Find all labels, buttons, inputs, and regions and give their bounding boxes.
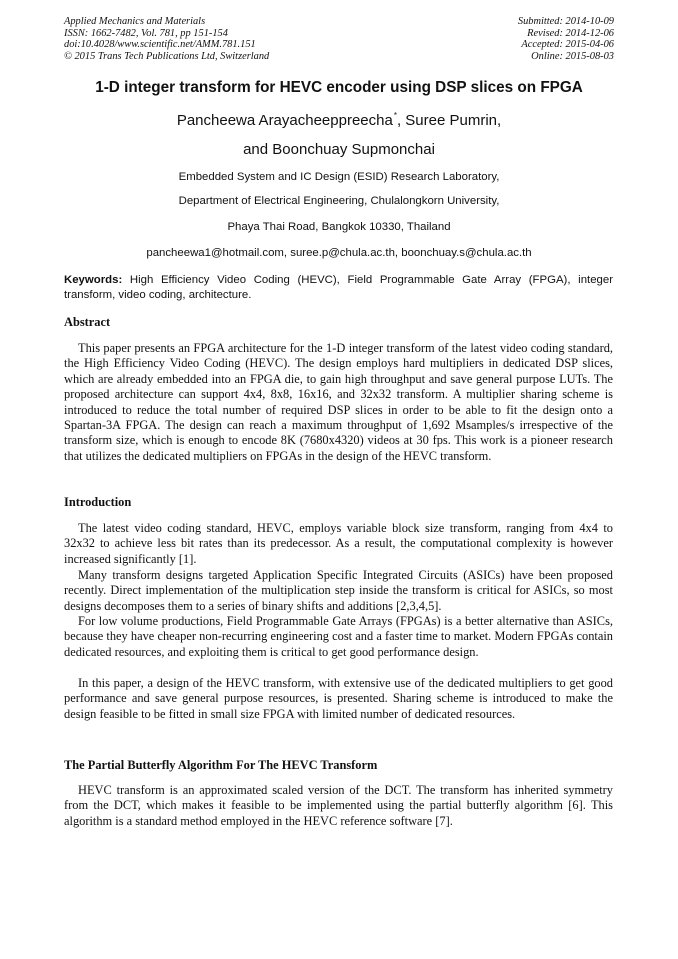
partial-butterfly-heading: The Partial Butterfly Algorithm For The HEVC Transform bbox=[64, 758, 378, 772]
author-emails: pancheewa1@hotmail.com, suree.p@chula.ac.th, boonchuay.s@chula.ac.th bbox=[146, 247, 532, 259]
journal-issn: ISSN: 1662-7482, Vol. 781, pp 151-154 bbox=[64, 27, 228, 39]
journal-doi: doi:10.4028/www.scientific.net/AMM.781.151 bbox=[64, 39, 256, 51]
affiliation-address: Phaya Thai Road, Bangkok 10330, Thailand bbox=[227, 221, 451, 233]
abstract-heading: Abstract bbox=[64, 315, 111, 329]
affiliation-department: Department of Electrical Engineering, Chulalongkorn University, bbox=[178, 195, 500, 207]
keywords bbox=[64, 273, 613, 302]
abstract-paragraph: This paper presents an FPGA architecture for the 1-D integer transform of the latest video coding standard, the High Efficiency Video Coding (HEVC). The design employs hard multipliers in dedicated DSP slices, which are already embedded into an FPGA die, to gain high throughput and save general purpose LUTs. The proposed architecture can support 4x4, 8x8, 16x16, and 32x32 transform. A multiplier sharing scheme is introduced to reduce the total number of required DSP slices in order to be able to fit the design onto a Spartan-3A FPGA. The design can reach a maximum throughput of 1,692 Msamples/s irrespective of the transform size, which is enough to encode 8K (7680x4320) videos at 30 fps. This work is a pioneer research that utilizes the dedicated multipliers on FPGAs in the design of the HEVC transform. bbox=[64, 341, 613, 463]
author-line-1 bbox=[0, 111, 678, 129]
journal-copyright: © 2015 Trans Tech Publications Ltd, Switzerland bbox=[64, 50, 270, 62]
paper-title: 1-D integer transform for HEVC encoder using DSP slices on FPGA bbox=[95, 79, 583, 96]
date-revised: Revised: 2014-12-06 bbox=[527, 27, 614, 39]
keywords-label: Keywords: bbox=[64, 274, 123, 286]
introduction-heading: Introduction bbox=[64, 495, 132, 509]
intro-paragraph-2: Many transform designs targeted Application Specific Integrated Circuits (ASICs) have been proposed recently. Direct implementation of the multiplication step inside the transform is critical for ASICs, so most designs decomposes them to a series of binary shifts and additions [2,3,4,5]. bbox=[64, 568, 613, 613]
keywords-text: High Efficiency Video Coding (HEVC), Field Programmable Gate Array (FPGA), integer transform, video coding, architecture. bbox=[64, 274, 613, 301]
intro-paragraph-4: In this paper, a design of the HEVC transform, with extensive use of the dedicated multipliers to get good performance and save general purpose resources, is presented. Sharing scheme is introduced to make the design feasible to be fitted in small size FPGA with limited number of dedicated resources. bbox=[64, 676, 613, 721]
intro-paragraph-1: The latest video coding standard, HEVC, employs variable block size transform, ranging from 4x4 to 32x32 to achieve less bit rates than its predecessor. As a result, the computational complexity is however increased significantly [1]. bbox=[64, 521, 613, 566]
submission-dates-header bbox=[518, 16, 614, 62]
author-second: , Suree Pumrin, bbox=[396, 112, 502, 129]
date-online: Online: 2015-08-03 bbox=[531, 50, 614, 62]
intro-paragraph-3: For low volume productions, Field Programmable Gate Arrays (FPGAs) is a better alternative than ASICs, because they have cheaper non-recurring engineering cost and a faster time to market. Modern FPGAs contain dedicated resources, and exploiting them is critical to get good performance design. bbox=[64, 614, 613, 659]
journal-name: Applied Mechanics and Materials bbox=[64, 16, 206, 27]
partial-butterfly-paragraph: HEVC transform is an approximated scaled version of the DCT. The transform has inherited symmetry from the DCT, which makes it feasible to be implemented using the partial butterfly algorithm [6]. This algorithm is a standard method employed in the HEVC reference software [7]. bbox=[64, 783, 613, 828]
author-line-2: and Boonchuay Supmonchai bbox=[243, 141, 435, 158]
corresponding-author-mark: * bbox=[393, 111, 397, 120]
date-accepted: Accepted: 2015-04-06 bbox=[521, 39, 614, 51]
author-first: Pancheewa Arayacheeppreecha bbox=[176, 112, 393, 129]
journal-info-header bbox=[64, 16, 269, 62]
affiliation-lab: Embedded System and IC Design (ESID) Research Laboratory, bbox=[178, 171, 500, 183]
date-submitted: Submitted: 2014-10-09 bbox=[517, 16, 614, 27]
